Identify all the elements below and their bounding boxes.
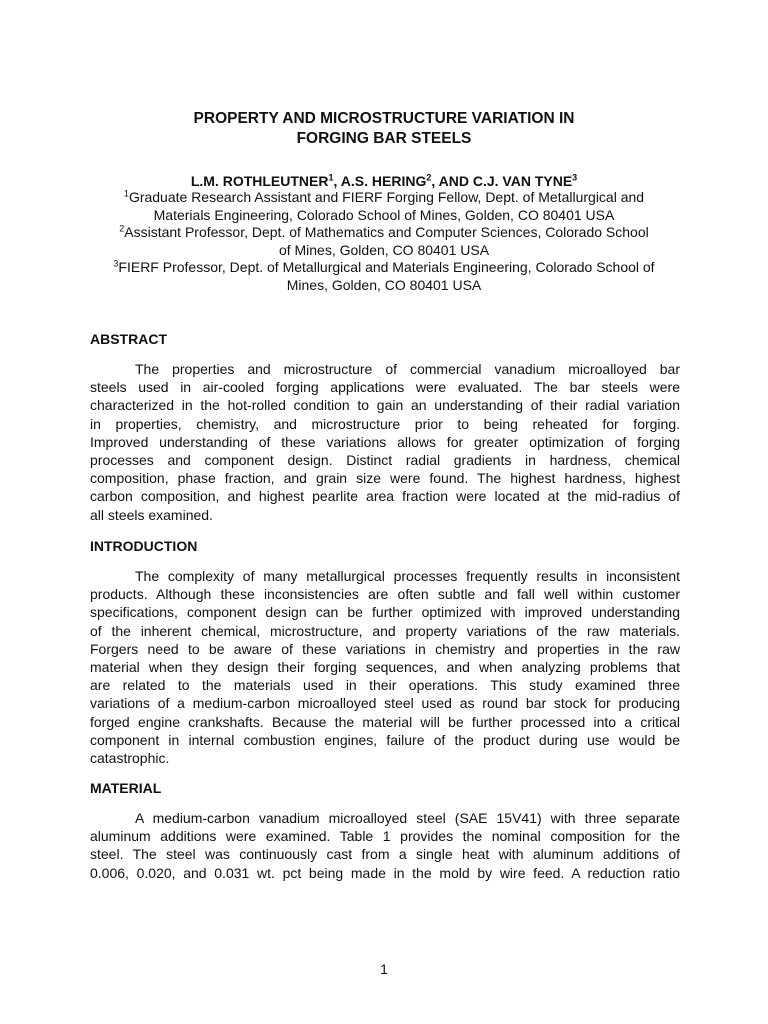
material-heading: MATERIAL — [90, 780, 162, 796]
abstract-line: carbon composition, and highest pearlite area fraction were located at the mid-radius of — [90, 488, 680, 505]
introduction-line: are related to the materials used in their operations. This study examined three — [90, 677, 680, 694]
affiliation-2-line-1 — [90, 224, 678, 242]
material-paragraph — [90, 809, 680, 882]
author-2: A.S. HERING — [340, 173, 427, 189]
author-3-mark: 3 — [572, 172, 578, 183]
paper-title — [90, 109, 678, 149]
material-line: steel. The steel was continuously cast from a single heat with aluminum additions of — [90, 846, 680, 863]
material-line: 0.006, 0.020, and 0.031 wt. pct being made in the mold by wire feed. A reduction ratio — [90, 864, 680, 881]
affiliation-3-mark: 3 — [113, 258, 119, 269]
abstract-line: Improved understanding of these variations allows for greater optimization of forging — [90, 433, 680, 450]
introduction-line: The complexity of many metallurgical processes frequently results in inconsistent — [135, 568, 680, 584]
affiliation-1-line-2: Materials Engineering, Colorado School of Mines, Golden, CO 80401 USA — [153, 206, 615, 223]
abstract-paragraph — [90, 360, 680, 524]
affiliation-2-mark: 2 — [119, 223, 125, 234]
author-1-mark: 1 — [328, 172, 334, 183]
material-line: A medium-carbon vanadium microalloyed steel (SAE 15V41) with three separate — [135, 810, 680, 826]
introduction-line: specifications, component design can be further optimized with improved understanding — [90, 604, 680, 621]
introduction-paragraph — [90, 567, 680, 767]
abstract-line: The properties and microstructure of commercial vanadium microalloyed bar — [135, 361, 680, 377]
affiliation-1 — [90, 189, 678, 224]
introduction-line: of the inherent chemical, microstructure, and property variations of the raw materials. — [90, 622, 680, 639]
author-3: C.J. VAN TYNE — [472, 173, 573, 189]
abstract-line: processes and component design. Distinct radial gradients in hardness, chemical — [90, 452, 680, 469]
author-2-mark: 2 — [426, 172, 432, 183]
author-separator-1: , — [333, 173, 341, 189]
affiliation-2-text-1: Assistant Professor, Dept. of Mathematics and Computer Sciences, Colorado School — [124, 224, 649, 241]
material-line: aluminum additions were examined. Table 1 provides the nominal composition for the — [90, 828, 680, 845]
introduction-heading: INTRODUCTION — [90, 538, 198, 554]
affiliation-3-text-1: FIERF Professor, Dept. of Metallurgical and Materials Engineering, Colorado School of — [118, 259, 655, 276]
affiliation-1-line-1 — [90, 189, 678, 207]
affiliation-2-line-2: of Mines, Golden, CO 80401 USA — [278, 241, 490, 258]
affiliation-3-line-2: Mines, Golden, CO 80401 USA — [286, 276, 482, 293]
introduction-line: catastrophic. — [90, 750, 170, 767]
affiliation-1-mark: 1 — [123, 188, 129, 199]
introduction-line: variations of a medium-carbon microalloyed steel used as round bar stock for producing — [90, 695, 680, 712]
page-number: 1 — [380, 961, 388, 977]
introduction-line: Forgers need to be aware of these variations in chemistry and properties in the raw — [90, 640, 680, 657]
author-separator-2: , AND — [431, 173, 473, 189]
affiliation-2 — [90, 224, 678, 259]
abstract-line: in properties, chemistry, and microstructure prior to being reheated for forging. — [90, 415, 680, 432]
introduction-line: products. Although these inconsistencies are often subtle and fall well within customer — [90, 586, 680, 603]
title-line-1: PROPERTY AND MICROSTRUCTURE VARIATION IN — [193, 110, 575, 127]
introduction-line: forged engine crankshafts. Because the material will be further processed into a critical — [90, 713, 680, 730]
author-1: L.M. ROTHLEUTNER — [190, 173, 329, 189]
affiliations — [90, 189, 678, 295]
affiliation-3 — [90, 259, 678, 294]
abstract-line: composition, phase fraction, and grain size were found. The highest hardness, highest — [90, 470, 680, 487]
abstract-line: steels used in air-cooled forging applications were evaluated. The bar steels were — [90, 379, 680, 396]
affiliation-1-text-1: Graduate Research Assistant and FIERF Forging Fellow, Dept. of Metallurgical and — [128, 189, 645, 205]
affiliation-3-line-1 — [90, 259, 678, 277]
introduction-line: component in internal combustion engines, failure of the product during use would be — [90, 731, 680, 748]
author-list — [90, 172, 678, 190]
abstract-line: characterized in the hot-rolled condition to gain an understanding of their radial variation — [90, 397, 680, 414]
introduction-line: material when they design their forging sequences, and when analyzing problems that — [90, 659, 680, 676]
abstract-line: all steels examined. — [90, 506, 213, 523]
title-line-2: FORGING BAR STEELS — [296, 130, 472, 147]
abstract-heading: ABSTRACT — [90, 331, 167, 347]
